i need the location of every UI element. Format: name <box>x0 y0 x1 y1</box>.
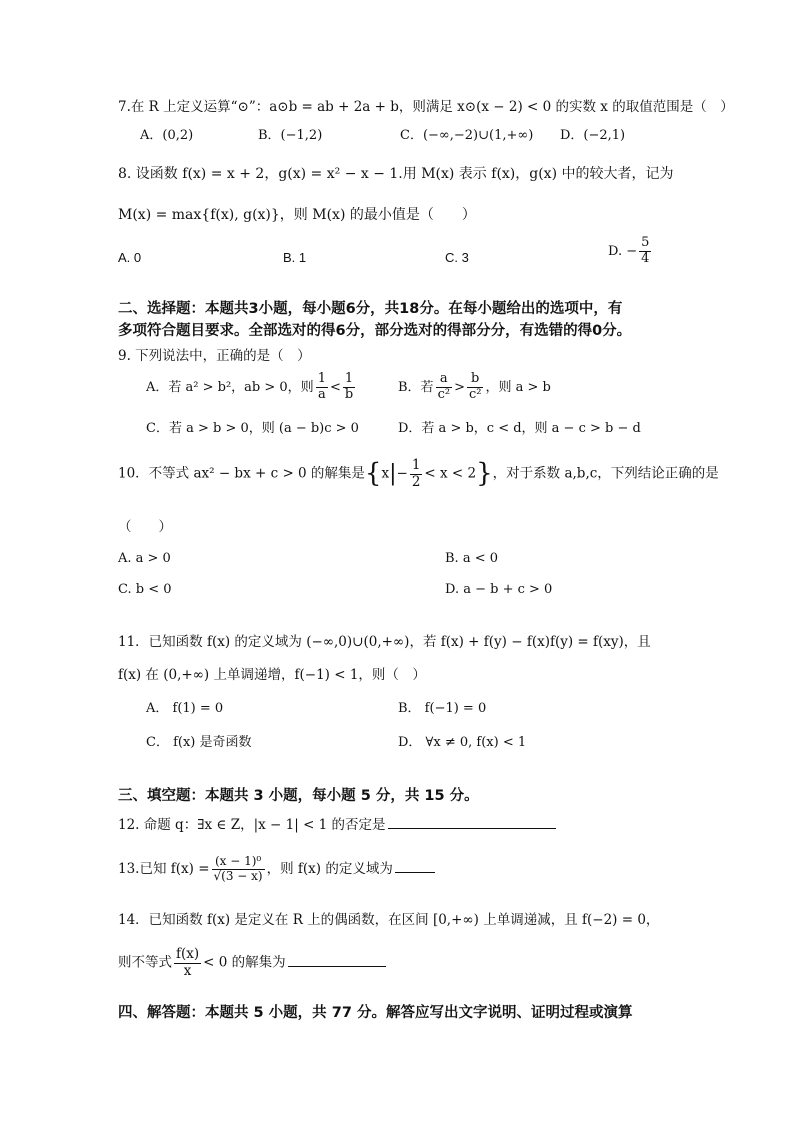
q9-option-b-frac2-num: b <box>467 372 484 388</box>
q11-stem-line1: 11．已知函数 f(x) 的定义域为 (−∞,0)∪(0,+∞)，若 f(x) + f(y) − f(x)f(y) = f(xy)，且 <box>118 634 651 650</box>
q9-option-a-frac1-den: a <box>317 386 326 402</box>
q7-stem: 7.在 R 上定义运算“⊙”：a⊙b = ab + 2a + b，则满足 x⊙(x − 2) < 0 的实数 x 的取值范围是（ ） <box>118 99 734 115</box>
q10-option-b: B. a < 0 <box>445 551 498 566</box>
q7-option-a: A．(0,2) <box>140 128 194 143</box>
q9-option-b-frac1-den: c² <box>437 386 451 402</box>
q8-option-d-den: 4 <box>641 250 650 266</box>
q13-fraction-num: (x − 1)⁰ <box>212 855 265 870</box>
q10-stem-post: ，对于系数 a,b,c，下列结论正确的是 <box>492 465 719 482</box>
q9-option-b-text: B．若 <box>398 379 434 395</box>
q8-option-d <box>608 236 653 267</box>
q9-option-a-frac1 <box>316 372 328 403</box>
q8-option-c: C. 3 <box>445 250 469 265</box>
q14-fraction-den: x <box>183 962 192 979</box>
q8-option-d-num: 5 <box>641 235 650 250</box>
q10-option-a: A. a > 0 <box>118 551 171 566</box>
q13-stem <box>118 855 435 884</box>
q9-stem: 9. 下列说法中，正确的是（ ） <box>118 348 311 364</box>
q10-option-c: C. b < 0 <box>118 582 172 597</box>
section2-heading-line2: 多项符合题目要求。全部选对的得6分，部分选对的得部分分，有选错的得0分。 <box>118 323 632 339</box>
q13-answer-blank[interactable] <box>395 871 435 873</box>
q8-stem-line1: 8. 设函数 f(x) = x + 2，g(x) = x² − x − 1.用 M(x) 表示 f(x)，g(x) 中的较大者，记为 <box>118 166 674 182</box>
q9-option-b-frac2-den: c² <box>468 386 482 402</box>
q8-stem-line2: M(x) = max{f(x), g(x)}，则 M(x) 的最小值是（ ） <box>118 207 476 223</box>
q10-set-tail: < x < 2 <box>424 465 477 482</box>
q9-option-a-frac1-num: 1 <box>317 371 326 386</box>
section2-heading-line1: 二、选择题：本题共3小题，每小题6分，共18分。在每小题给出的选项中，有 <box>118 301 623 317</box>
q11-option-b: B． f(−1) = 0 <box>398 701 487 716</box>
q10-paren: （ ） <box>118 519 172 535</box>
q12-answer-blank[interactable] <box>388 827 556 829</box>
q10-set-minus: − <box>396 465 408 482</box>
q14-fraction <box>174 947 201 979</box>
q10-stem <box>118 458 719 490</box>
q9-option-b-tail: ，则 a > b <box>485 379 551 395</box>
q12-stem <box>118 817 556 833</box>
q11-option-d: D． ∀x ≠ 0, f(x) < 1 <box>398 735 527 750</box>
q11-option-a: A． f(1) = 0 <box>146 701 224 716</box>
q10-set-right-brace: } <box>476 458 493 489</box>
q14-answer-blank[interactable] <box>288 965 386 967</box>
q10-set-fraction <box>410 458 423 490</box>
q13-fraction-den: √(3 − x) <box>213 868 263 883</box>
q9-option-a-mid: < <box>329 379 341 395</box>
q13-fraction <box>212 855 265 884</box>
q8-option-b: B. 1 <box>283 250 307 265</box>
q10-set-var: x <box>381 465 390 482</box>
q9-option-b <box>398 372 551 403</box>
q9-option-b-frac1-num: a <box>436 372 453 388</box>
q13-stem-post: ，则 f(x) 的定义域为 <box>266 860 393 877</box>
q11-option-c: C． f(x) 是奇函数 <box>146 735 252 750</box>
q7-option-d: D．(−2,1) <box>560 128 626 143</box>
q11-stem-line2: f(x) 在 (0,+∞) 上单调递增，f(−1) < 1，则（ ） <box>118 667 426 683</box>
q9-option-a-frac2 <box>343 372 355 403</box>
q9-option-a-frac2-den: b <box>344 386 354 402</box>
q7-option-b: B．(−1,2) <box>258 128 323 143</box>
q10-stem-pre: 10．不等式 ax² − bx + c > 0 的解集是 <box>118 465 365 482</box>
q9-option-a <box>146 372 357 403</box>
q10-option-d: D. a − b + c > 0 <box>445 582 553 597</box>
q14-fraction-num: f(x) <box>176 946 200 962</box>
q14-post: < 0 的解集为 <box>203 954 286 971</box>
q10-set-left-brace: { <box>364 458 382 489</box>
section3-heading: 三、填空题：本题共 3 小题，每小题 5 分，共 15 分。 <box>118 788 479 804</box>
q10-set-den: 2 <box>411 473 421 490</box>
q9-option-c: C．若 a > b > 0，则 (a − b)c > 0 <box>146 421 359 436</box>
q9-option-a-text: A．若 a² > b²，ab > 0，则 <box>146 379 314 395</box>
q9-option-b-frac1 <box>436 372 453 403</box>
q13-stem-pre: 13.已知 f(x) = <box>118 860 210 877</box>
q8-option-d-fraction <box>639 236 651 267</box>
q10-set-num: 1 <box>411 457 421 473</box>
section4-heading: 四、解答题：本题共 5 小题，共 77 分。解答应写出文字说明、证明过程或演算 <box>118 1005 633 1021</box>
q14-stem-line1: 14．已知函数 f(x) 是定义在 R 上的偶函数，在区间 [0,+∞) 上单调递减，且 f(−2) = 0， <box>118 912 660 928</box>
q14-pre: 则不等式 <box>118 954 172 971</box>
q12-stem-text: 12. 命题 q：∃x ∈ Z，|x − 1| < 1 的否定是 <box>118 817 386 833</box>
q10-set-bar: | <box>389 460 397 486</box>
q9-option-d: D．若 a > b，c < d，则 a − c > b − d <box>398 421 641 436</box>
q8-option-d-prefix: D. − <box>608 243 638 259</box>
q9-option-a-frac2-num: 1 <box>343 372 355 388</box>
q14-stem-line2 <box>118 947 386 979</box>
q7-option-c: C．(−∞,−2)∪(1,+∞) <box>400 128 534 143</box>
q9-option-b-frac2 <box>467 372 484 403</box>
q8-option-a: A. 0 <box>118 250 142 265</box>
q9-option-b-mid: > <box>454 379 465 395</box>
